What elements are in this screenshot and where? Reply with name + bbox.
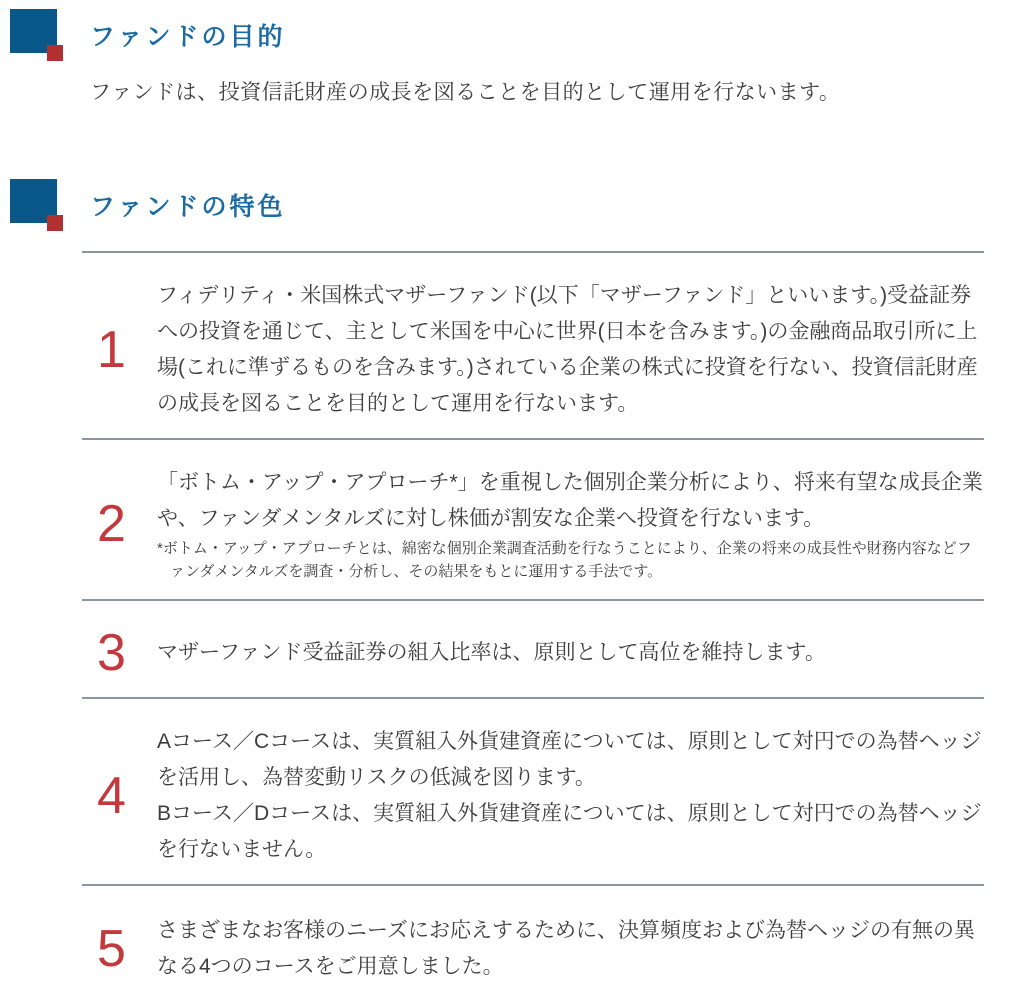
- feature-paragraph: Bコース／Dコースは、実質組入外貨建資産については、原則として対円での為替ヘッジを行ないません。: [157, 802, 982, 861]
- marker-red-square: [47, 45, 63, 61]
- feature-paragraph: さまざまなお客様のニーズにお応えするために、決算頻度および為替ヘッジの有無の異なる4つのコースをご用意しました。: [157, 919, 975, 978]
- feature-paragraph: Aコース／Cコースは、実質組入外貨建資産については、原則として対円での為替ヘッジを活用し、為替変動リスクの低減を図ります。: [157, 730, 982, 789]
- section-title-fund-features: ファンドの特色: [90, 193, 286, 221]
- section-fund-purpose: [0, 9, 1024, 111]
- marker-red-square: [47, 215, 63, 231]
- feature-text-5: [157, 913, 984, 985]
- feature-item-2: [82, 438, 984, 599]
- feature-paragraph: 「ボトム・アップ・アプローチ*」を重視した個別企業分析により、将来有望な成長企業や、ファンダメンタルズに対し株価が割安な企業へ投資を行ないます。: [157, 471, 983, 530]
- feature-paragraph: マザーファンド受益証券の組入比率は、原則として高位を維持します。: [157, 641, 826, 664]
- feature-text-2: [157, 465, 984, 583]
- section-header: [10, 9, 1024, 61]
- footnote-bottom-up-approach: *ボトム・アップ・アプローチとは、綿密な個別企業調査活動を行なうことにより、企業の将来の成長性や財務内容などファンダメンタルズを調査・分析し、その結果をもとに運用する手法です。: [157, 540, 972, 580]
- feature-text-1: [157, 278, 984, 422]
- feature-number-4: 4: [97, 767, 126, 825]
- section-title-fund-purpose: ファンドの目的: [90, 23, 286, 51]
- feature-item-3: [82, 599, 984, 697]
- feature-text-4: [157, 724, 984, 868]
- feature-paragraph: フィデリティ・米国株式マザーファンド(以下「マザーファンド」といいます。)受益証券への投資を通じて、主として米国を中心に世界(日本を含みます。)の金融商品取引所に上場(これに準ずるものを含みます。)されている企業の株式に投資を行ない、投資信託財産の成長を図ることを目的として運用を行ないます。: [157, 284, 978, 415]
- feature-number-5: 5: [97, 920, 126, 978]
- section-header: [10, 179, 1024, 231]
- section-fund-features: [0, 179, 1024, 1000]
- fund-purpose-text: ファンドは、投資信託財産の成長を図ることを目的として運用を行ないます。: [90, 81, 841, 104]
- features-list: [82, 251, 984, 1000]
- feature-item-1: [82, 251, 984, 438]
- section-marker-icon: [10, 179, 63, 231]
- feature-item-5: [82, 884, 984, 1000]
- feature-number-2: 2: [97, 495, 126, 553]
- feature-item-4: [82, 697, 984, 884]
- feature-number-1: 1: [97, 321, 126, 379]
- feature-number-3: 3: [97, 624, 126, 682]
- section-marker-icon: [10, 9, 63, 61]
- feature-text-3: [157, 635, 984, 671]
